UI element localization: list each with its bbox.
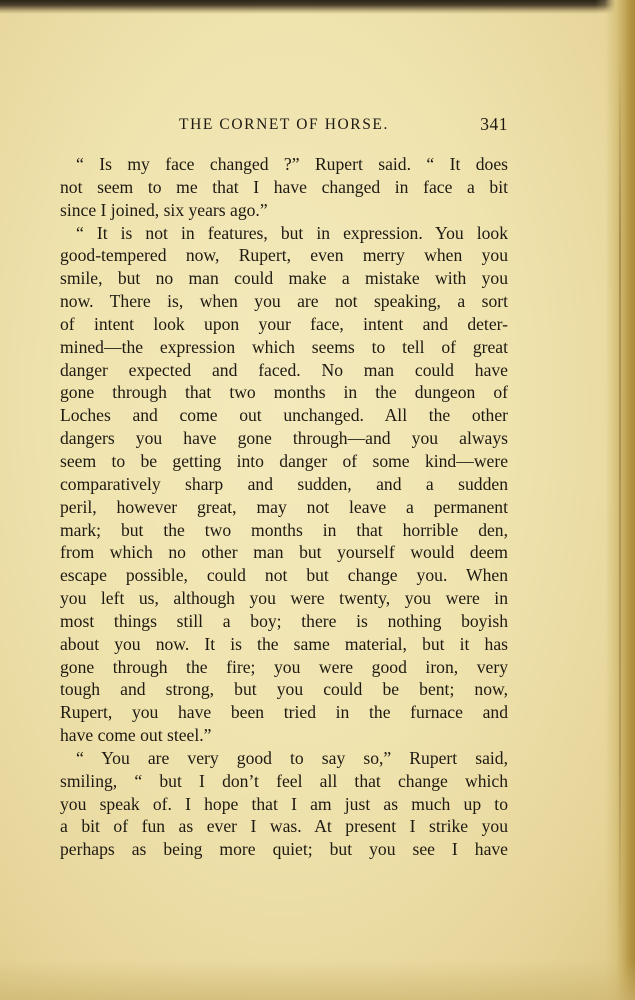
text-line: not seem to me that I have changed in face a bit (60, 176, 508, 197)
text-line: “ It is not in features, but in expression. You look (76, 222, 508, 243)
body-text (60, 153, 508, 861)
text-line: danger expected and faced. No man could have (60, 359, 508, 380)
text-line: dangers you have gone through—and you always (60, 428, 508, 449)
text-line: good-tempered now, Rupert, even merry when you (60, 245, 508, 266)
text-line: you left us, although you were twenty, you were in (60, 588, 508, 609)
page-bottom-shade (0, 960, 635, 1000)
text-line: now. There is, when you are not speaking, a sort (60, 291, 508, 312)
text-line: escape possible, could not but change you. When (60, 565, 508, 586)
text-line: Loches and come out unchanged. All the other (60, 405, 508, 426)
text-line: mined—the expression which seems to tell of great (60, 336, 508, 357)
text-line: a bit of fun as ever I was. At present I strike you (60, 816, 508, 837)
page-top-edge (0, 0, 635, 14)
text-line: about you now. It is the same material, but it has (60, 633, 508, 654)
text-line: perhaps as being more quiet; but you see I have (60, 839, 508, 860)
text-line: smiling, “ but I don’t feel all that change which (60, 770, 508, 791)
running-title: THE CORNET OF HORSE. (179, 116, 389, 133)
text-line: tough and strong, but you could be bent; now, (60, 679, 508, 700)
text-line: gone through that two months in the dungeon of (60, 382, 508, 403)
text-line: Rupert, you have been tried in the furnace and (60, 702, 508, 723)
page-number: 341 (480, 114, 508, 134)
text-line: peril, however great, may not leave a permanent (60, 496, 508, 517)
text-line: most things still a boy; there is nothing boyish (60, 610, 508, 631)
text-line: from which no other man but yourself would deem (60, 542, 508, 563)
text-line: of intent look upon your face, intent and deter- (60, 313, 508, 334)
text-line: smile, but no man could make a mistake with you (60, 268, 508, 289)
text-line: have come out steel.” (60, 725, 212, 746)
text-line: “ You are very good to say so,” Rupert said, (76, 747, 508, 768)
text-line: since I joined, six years ago.” (60, 199, 268, 220)
text-line: mark; but the two months in that horrible den, (60, 519, 508, 540)
gutter-crease (619, 60, 621, 940)
text-line: gone through the fire; you were good iron, very (60, 656, 508, 677)
text-line: you speak of. I hope that I am just as much up to (60, 793, 508, 814)
text-line: seem to be getting into danger of some kind—were (60, 450, 508, 471)
page-header (60, 114, 508, 136)
text-line: “ Is my face changed ?” Rupert said. “ It does (76, 154, 508, 174)
text-line: comparatively sharp and sudden, and a sudden (60, 473, 508, 494)
